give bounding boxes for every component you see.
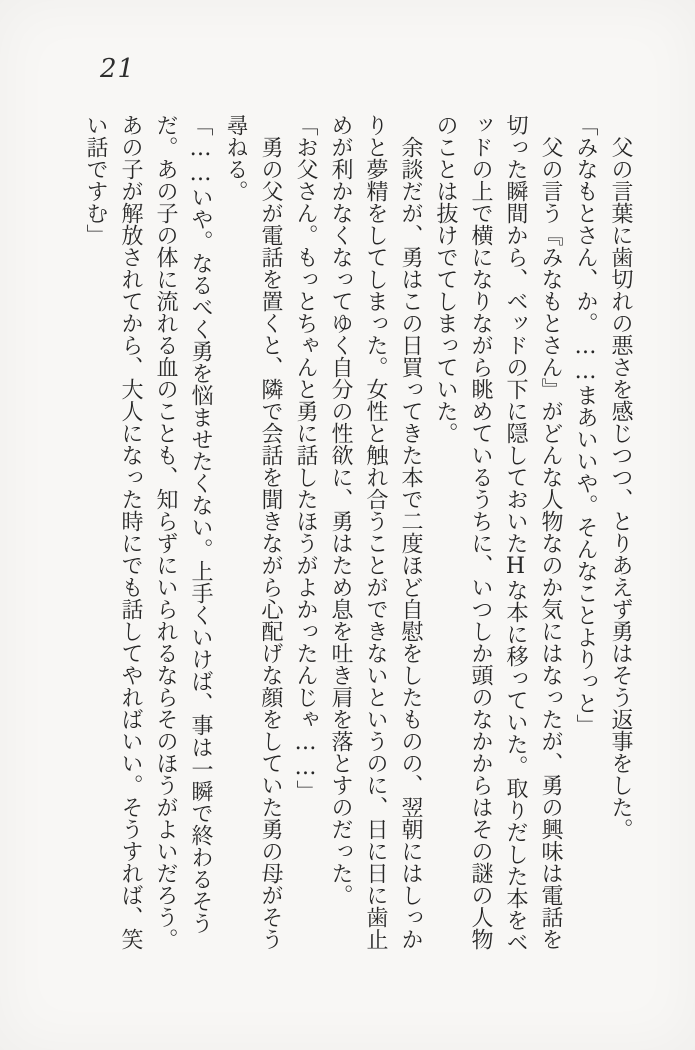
page-number: 21 (100, 54, 136, 84)
paragraph-dialogue-2: 「お父さん。もっとちゃんと勇に話したほうがよかったんじゃ……」 (293, 114, 318, 802)
paragraph-narration-2: 父の言う『みなもとさん』がどんな人物なのか気にはなったが、勇の興味は電話を切った瞬間から、ベッドの下に隠しておいたHな本に移っていた。取りだした本をベッドの上で横になりながら眺めているうちに、いつしか頭のなかからはその謎の人物のことは抜けでてしまっていた。 (433, 114, 563, 953)
paragraph-dialogue-1: 「みなもとさん、か。……まあいいや。そんなことよりっと」 (573, 114, 598, 736)
paragraph-narration-1: 父の言葉に歯切れの悪さを感じつつ、とりあえず勇はそう返事をした。 (608, 136, 633, 840)
paragraph-narration-3: 余談だが、勇はこの日買ってきた本で二度ほど自慰をしたものの、翌朝にはしっかりと夢精をしてしまった。女性と触れ合うことができないというのに、日に日に歯止めが利かなくなってゆく自分の性欲に、勇はため息を吐き肩を落とすのだった。 (328, 114, 423, 950)
paragraph-narration-4: 勇の父が電話を置くと、隣で会話を聞きながら心配げな顔をしていた勇の母がそう尋ねる。 (223, 114, 283, 950)
vertical-text-block (78, 114, 638, 956)
paragraph-dialogue-3: 「……いや。なるべく勇を悩ませたくない。上手くいけば、事は一瞬で終わるそうだ。あの子の体に流れる血のことも、知らずにいられるならそのほうがよいだろう。あの子が解放されてから、大人になった時にでも話してやればいい。そうすれば、笑い話ですむ」 (83, 114, 213, 950)
